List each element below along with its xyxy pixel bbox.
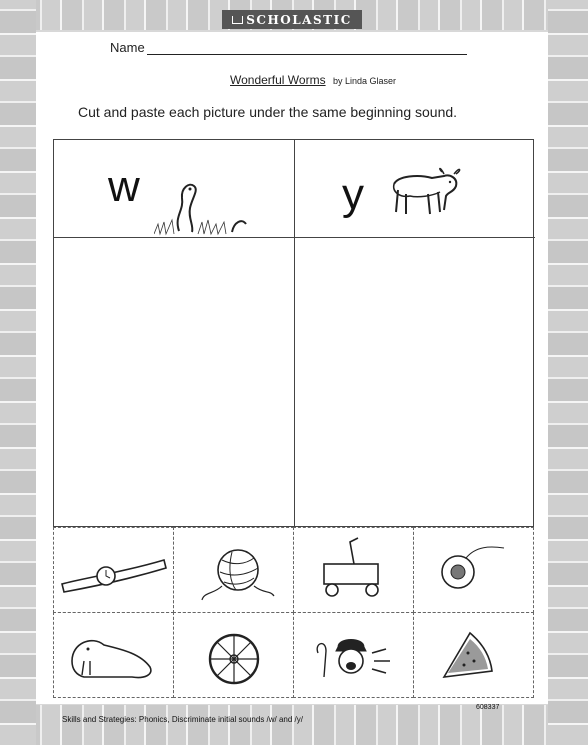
yell-icon <box>294 613 415 699</box>
wheel-icon <box>174 613 295 699</box>
picture-card[interactable] <box>173 527 294 613</box>
watch-icon <box>54 528 175 614</box>
yo-yo-icon <box>414 528 535 614</box>
publisher-name: SCHOLASTIC <box>246 12 352 27</box>
book-title: Wonderful Worms <box>230 73 326 87</box>
worm-icon <box>154 176 254 236</box>
picture-card[interactable] <box>413 527 534 613</box>
wagon-icon <box>294 528 415 614</box>
walrus-icon <box>54 613 175 699</box>
column-letter-y: y <box>342 170 364 219</box>
name-line <box>147 41 467 55</box>
border-right <box>548 0 588 745</box>
book-author: by Linda Glaser <box>332 76 396 86</box>
yak-icon <box>388 162 464 218</box>
picture-card[interactable] <box>293 612 414 698</box>
name-label: Name <box>110 40 145 55</box>
column-divider <box>294 140 295 528</box>
sorting-table <box>53 139 534 527</box>
instructions: Cut and paste each picture under the same beginning sound. <box>78 104 458 120</box>
publisher-logo <box>222 10 362 29</box>
book-title-row <box>230 73 396 87</box>
skills-footer: Skills and Strategies: Phonics, Discriminate initial sounds /w/ and /y/ <box>62 715 303 724</box>
border-bottom <box>0 705 588 745</box>
yarn-icon <box>174 528 295 614</box>
header-divider <box>54 237 535 238</box>
column-letter-w: w <box>108 162 140 211</box>
watermelon-icon <box>414 613 535 699</box>
picture-card[interactable] <box>413 612 534 698</box>
picture-card[interactable] <box>53 527 174 613</box>
picture-card[interactable] <box>173 612 294 698</box>
picture-card[interactable] <box>53 612 174 698</box>
name-field <box>110 40 467 55</box>
picture-card[interactable] <box>293 527 414 613</box>
cut-out-pictures <box>53 527 534 699</box>
product-code: 608337 <box>476 704 500 711</box>
border-left <box>0 0 36 745</box>
book-icon <box>232 16 243 24</box>
